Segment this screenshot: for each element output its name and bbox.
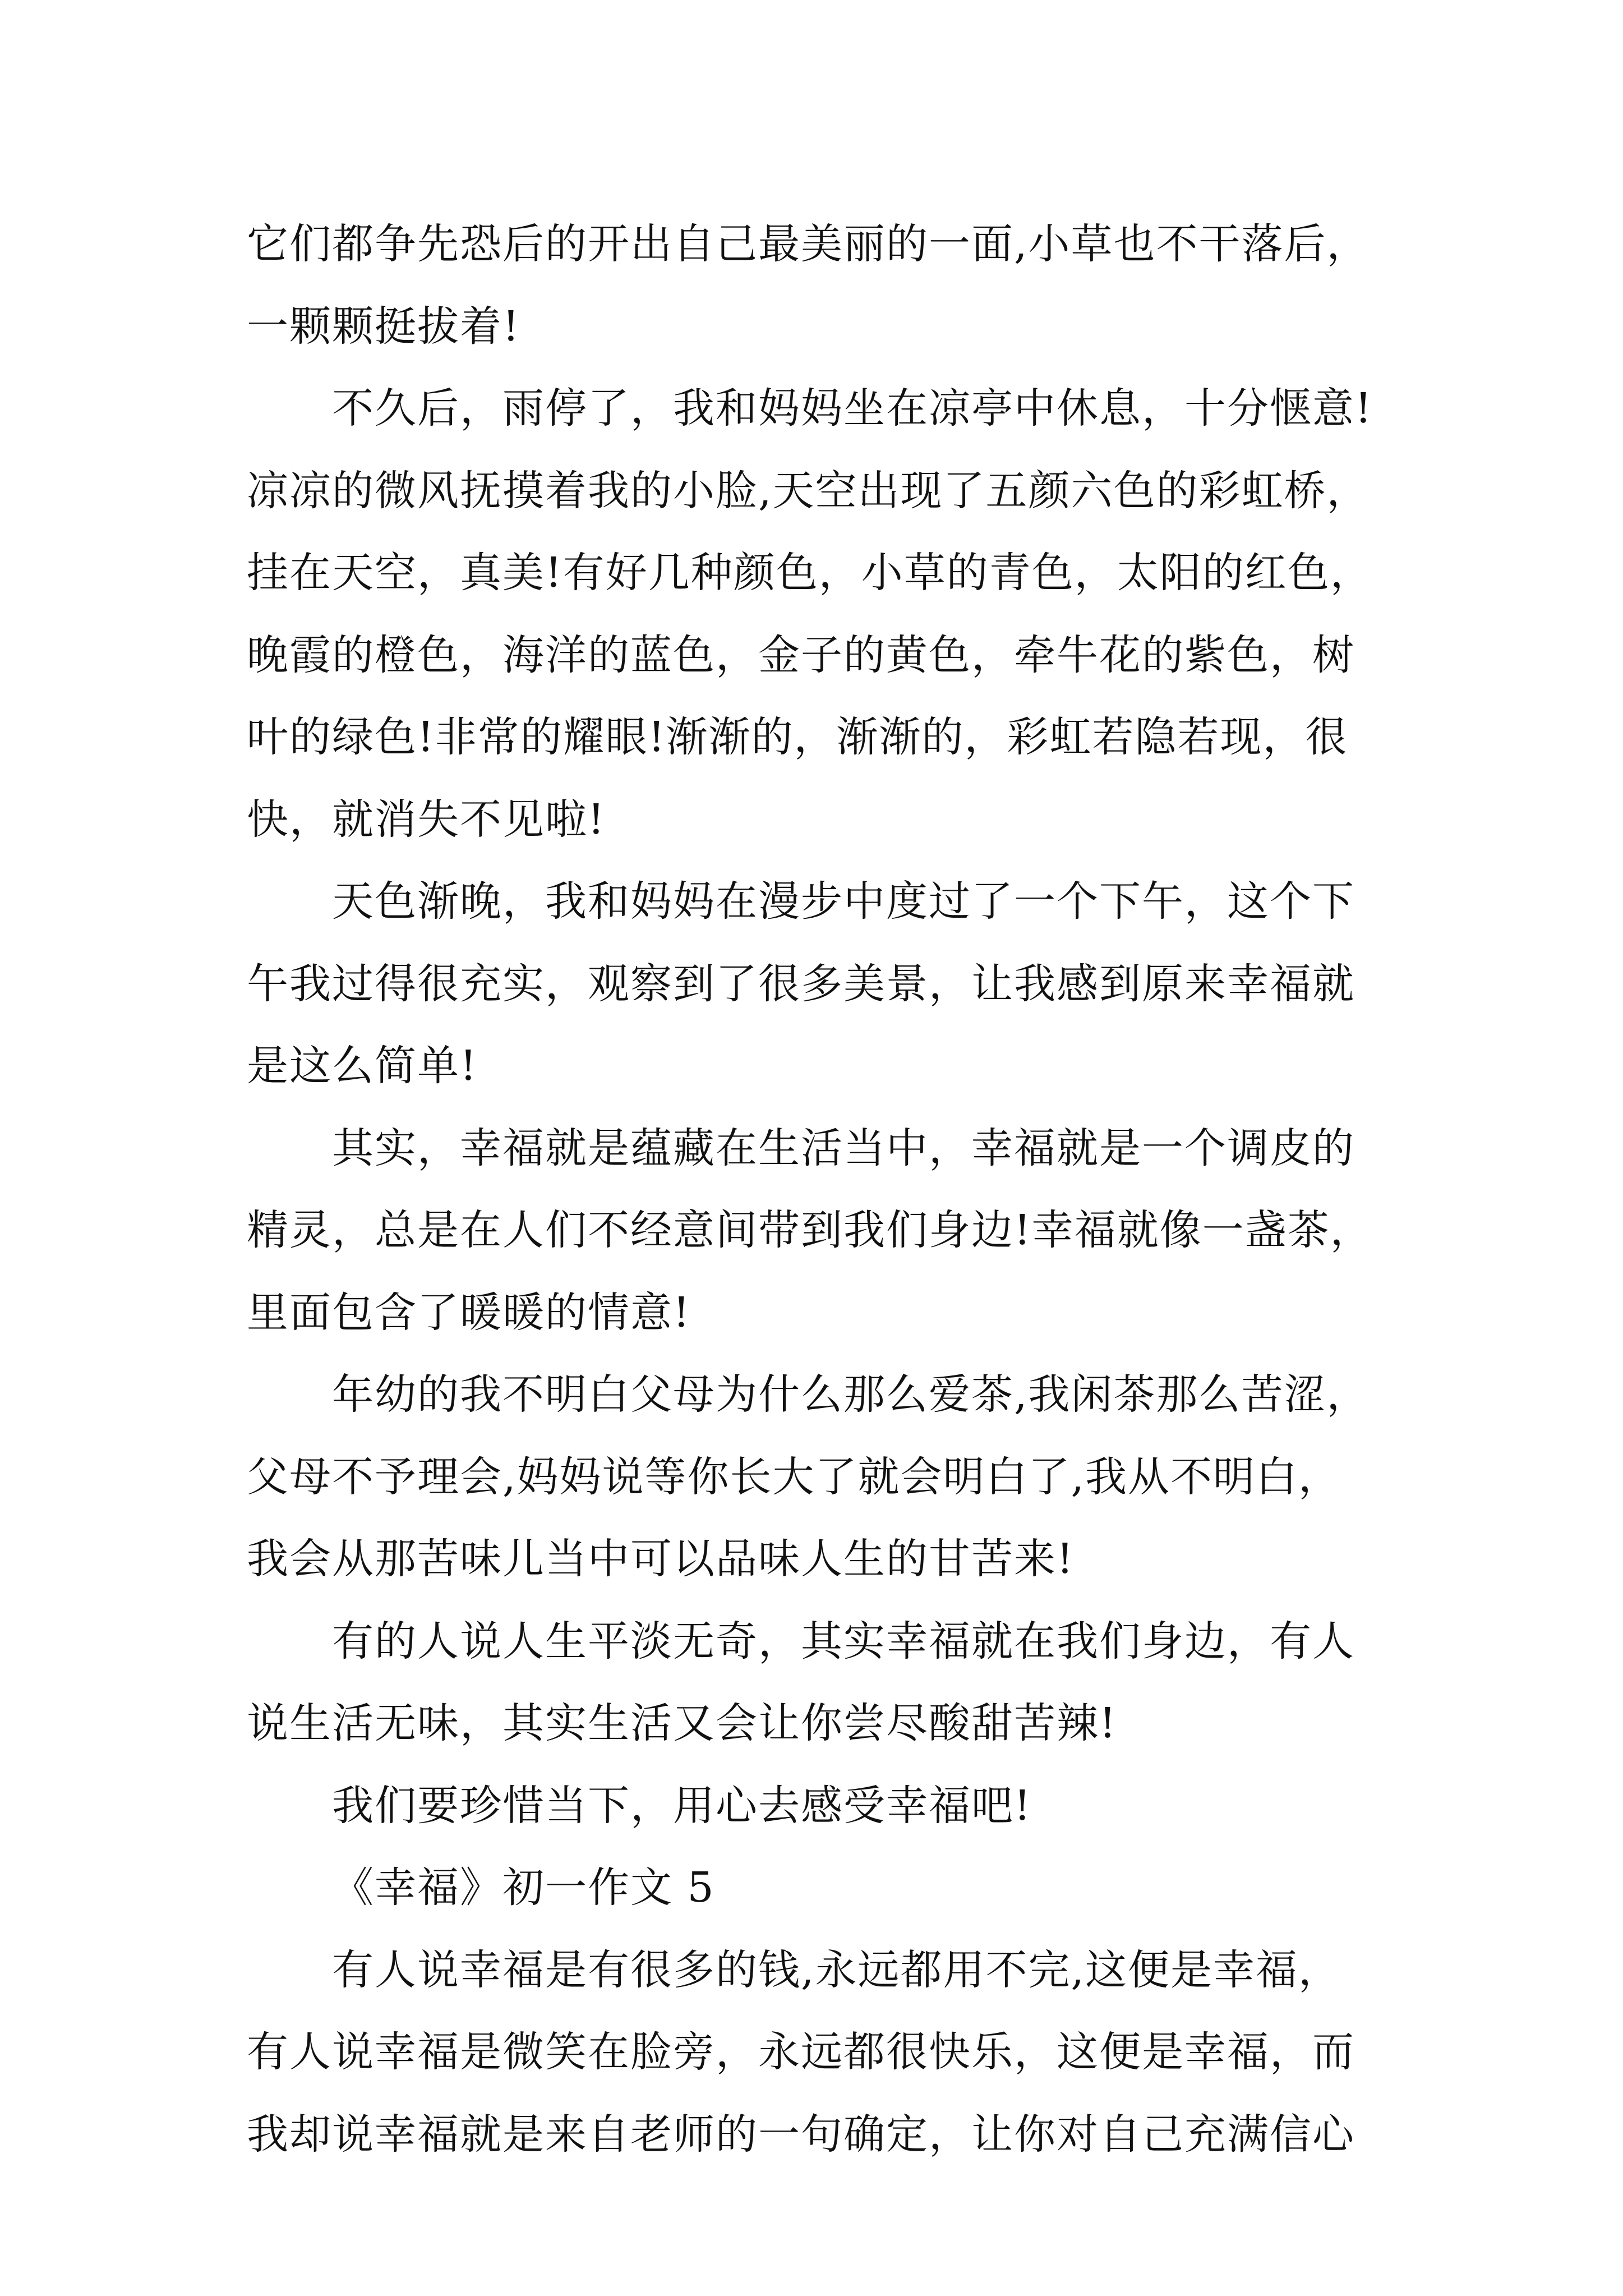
text-line: 其实，幸福就是蕴藏在生活当中，幸福就是一个调皮的 [332, 1124, 1355, 1172]
text-line: 年幼的我不明白父母为什么那么爱茶,我闲茶那么苦涩， [332, 1370, 1370, 1419]
text-line: 挂在天空，真美!有好几种颜色，小草的青色，太阳的红色， [247, 549, 1373, 597]
text-line: 有人说幸福是有很多的钱,永远都用不完,这便是幸福， [332, 1945, 1341, 1994]
document-body [247, 203, 1424, 2175]
text-line: 有的人说人生平淡无奇，其实幸福就在我们身边，有人 [332, 1617, 1355, 1665]
text-line: 说生活无味，其实生活又会让你尝尽酸甜苦辣! [247, 1699, 1117, 1747]
text-line: 我却说幸福就是来自老师的一句确定，让你对自己充满信心 [247, 2110, 1355, 2159]
text-line: 有人说幸福是微笑在脸旁，永远都很快乐，这便是幸福，而 [247, 2028, 1355, 2076]
text-line: 天色渐晚，我和妈妈在漫步中度过了一个下午，这个下 [332, 877, 1355, 926]
text-line: 一颗颗挺拔着! [247, 302, 520, 351]
text-line: 它们都争先恐后的开出自己最美丽的一面,小草也不干落后， [247, 220, 1370, 268]
text-line: 里面包含了暖暖的情意! [247, 1288, 691, 1337]
text-line: 午我过得很充实，观察到了很多美景，让我感到原来幸福就 [247, 959, 1355, 1008]
text-line: 父母不予理会,妈妈说等你长大了就会明白了,我从不明白， [247, 1452, 1341, 1501]
text-line: 《幸福》初一作文 5 [332, 1864, 715, 1912]
text-line: 快，就消失不见啦! [247, 795, 606, 844]
text-line: 我们要珍惜当下，用心去感受幸福吧! [332, 1781, 1032, 1830]
text-line: 我会从那苦味儿当中可以品味人生的甘苦来! [247, 1535, 1075, 1583]
text-line: 晚霞的橙色，海洋的蓝色，金子的黄色，牵牛花的紫色，树 [247, 631, 1355, 679]
text-line: 叶的绿色!非常的耀眼!渐渐的，渐渐的，彩虹若隐若现，很 [247, 713, 1348, 761]
text-line: 精灵，总是在人们不经意间带到我们身边!幸福就像一盏茶， [247, 1206, 1373, 1254]
text-line: 不久后，雨停了，我和妈妈坐在凉亭中休息，十分惬意! [332, 384, 1373, 432]
text-line: 凉凉的微风抚摸着我的小脸,天空出现了五颜六色的彩虹桥， [247, 466, 1370, 515]
text-line: 是这么简单! [247, 1042, 478, 1090]
